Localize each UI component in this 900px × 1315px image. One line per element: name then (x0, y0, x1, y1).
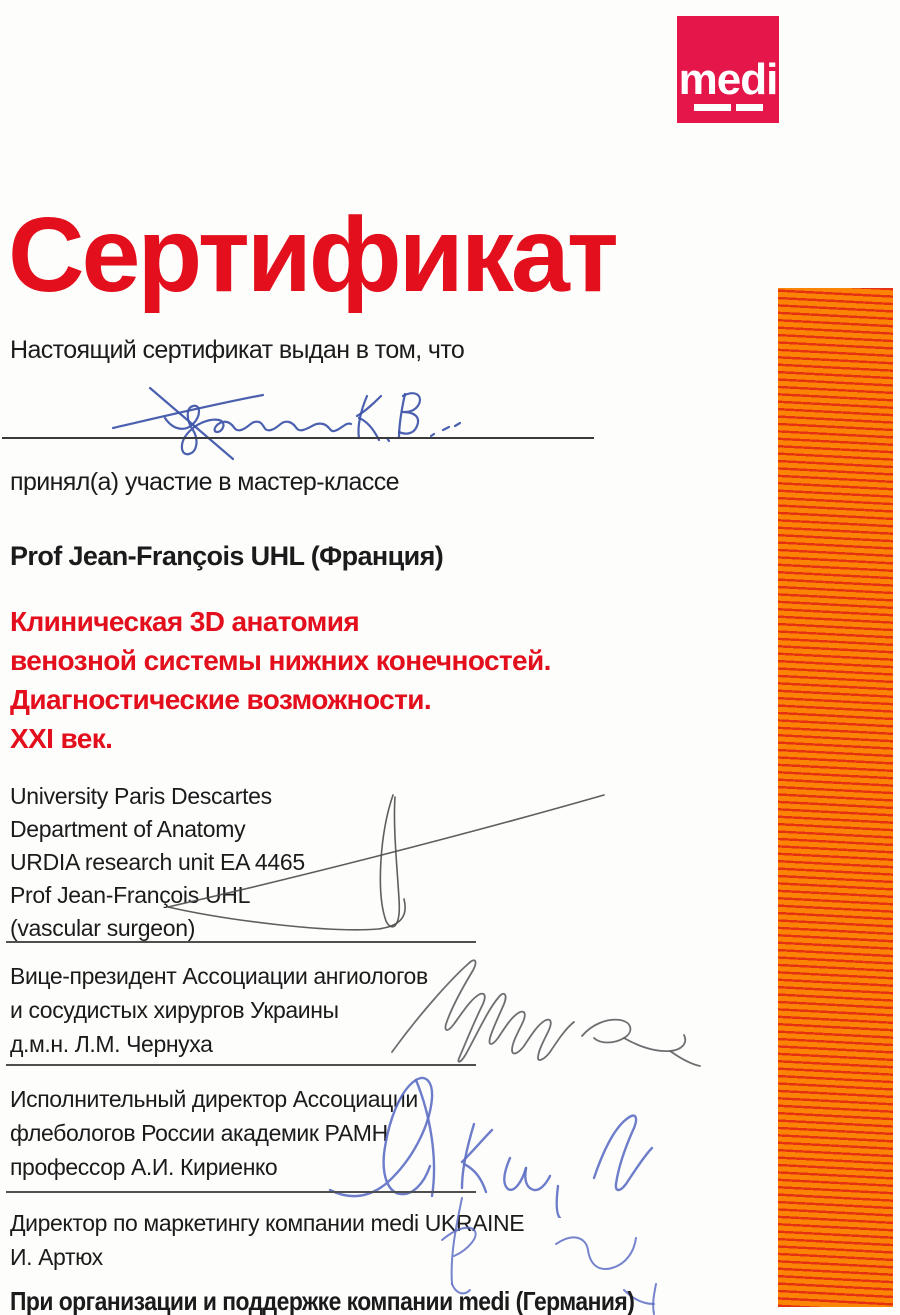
intro-text: Настоящий сертификат выдан в том, что (10, 336, 465, 364)
medi-logo-underline (694, 104, 763, 111)
recipient-handwritten-signature (95, 380, 475, 470)
signatory-line: Вице-президент Ассоциации ангиологов (10, 963, 428, 989)
course-title (10, 602, 551, 758)
course-title-line: Клиническая 3D анатомия (10, 606, 360, 637)
signatory-block-chernukha (10, 959, 428, 1061)
presenter-details-line: URDIA research unit EA 4465 (10, 849, 305, 875)
signature-divider (6, 1191, 476, 1193)
recipient-name-line (2, 437, 594, 439)
signatory-line: Исполнительный директор Ассоциации (10, 1086, 418, 1112)
medi-underline-left (694, 104, 731, 111)
signatory-line: Директор по маркетингу компании medi UKRAINE (10, 1210, 525, 1236)
course-title-line: венозной системы нижних конечностей. (10, 645, 551, 676)
signatory-line: И. Артюх (10, 1244, 103, 1270)
medi-logo (677, 16, 779, 123)
presenter-details-line: Prof Jean-François UHL (10, 882, 251, 908)
medi-underline-right (736, 104, 763, 111)
footer-credit: При организации и поддержке компании medi (Германия) (10, 1286, 635, 1315)
striped-ribbon (778, 288, 893, 1307)
course-title-line: Диагностические возможности. (10, 684, 432, 715)
presenter-details-line: University Paris Descartes (10, 783, 272, 809)
signatory-line: д.м.н. Л.М. Чернуха (10, 1031, 213, 1057)
medi-logo-text: medi (678, 55, 778, 104)
signature-divider (6, 941, 476, 943)
participation-text: принял(а) участие в мастер-классе (10, 468, 399, 496)
course-title-line: XXI век. (10, 723, 113, 754)
presenter-details-line: Department of Anatomy (10, 816, 246, 842)
chernukha-signature (378, 948, 710, 1070)
presenter-name: Prof Jean-François UHL (Франция) (10, 541, 444, 571)
certificate-title: Сертификат (8, 196, 616, 314)
signatory-line: флебологов России академик РАМН (10, 1120, 388, 1146)
signatory-line: профессор А.И. Кириенко (10, 1154, 278, 1180)
signatory-line: и сосудистых хирургов Украины (10, 997, 339, 1023)
presenter-details-line: (vascular surgeon) (10, 915, 196, 941)
presenter-signature (160, 775, 610, 940)
